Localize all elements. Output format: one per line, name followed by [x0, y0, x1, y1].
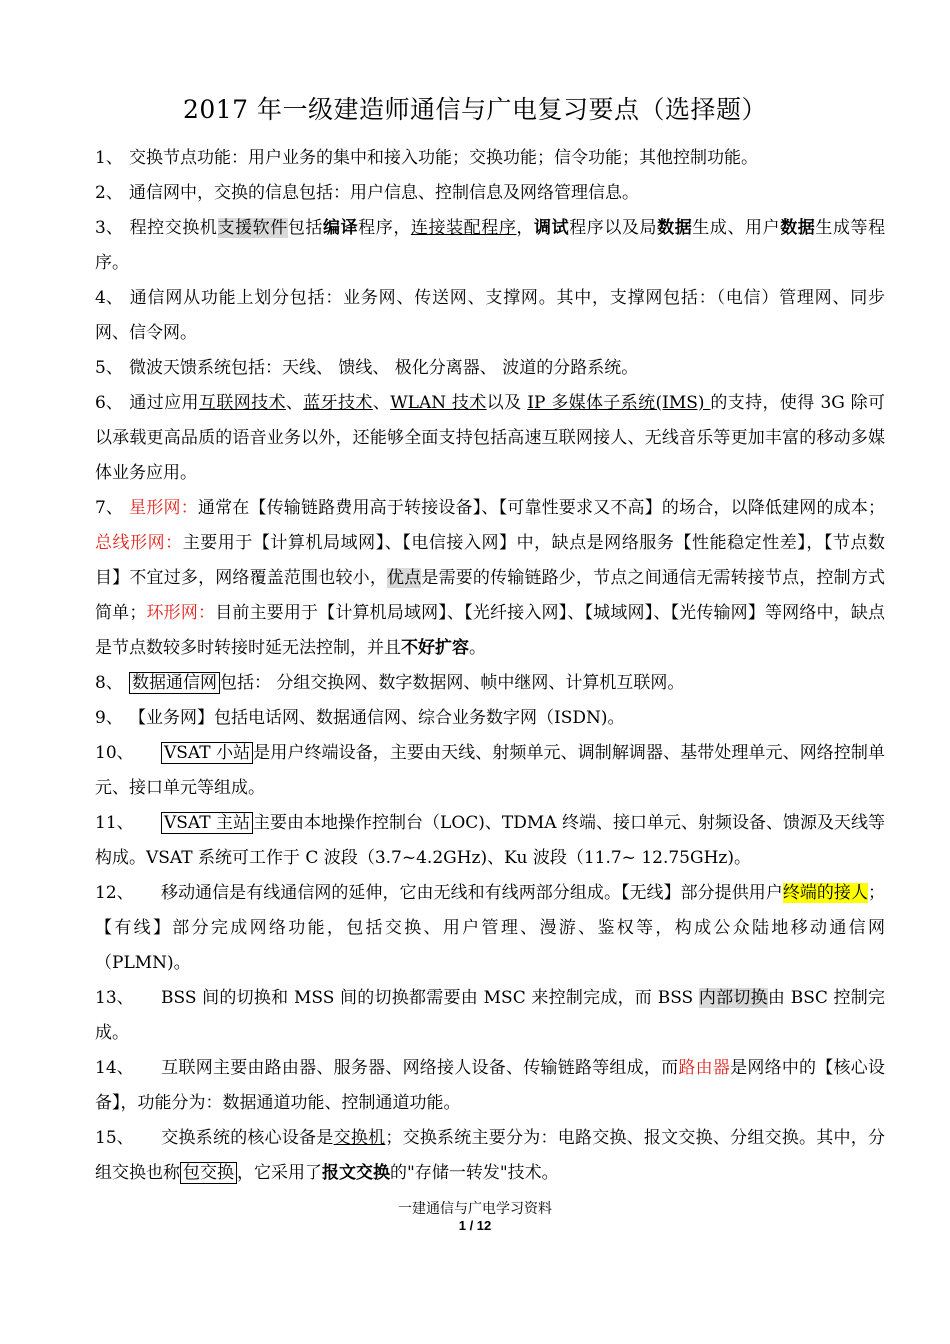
item-text: 交换节点功能：用户业务的集中和接入功能；交换功能；信令功能；其他控制功能。 [129, 148, 758, 168]
item-text: 、 [285, 393, 304, 413]
list-item [95, 806, 885, 876]
item-text: 是网络中的【核心设备】，功能分为：数据通道功能、控制通道功能。 [95, 1058, 886, 1113]
list-item [95, 876, 885, 981]
item-text: 数据 [780, 218, 816, 238]
item-text: 调试 [534, 218, 570, 238]
item-text: 的"存储一转发"技术。 [390, 1163, 559, 1183]
item-text: IP 多媒体子系统(IMS) [527, 393, 711, 413]
item-text: 互联网主要由路由器、服务器、网络接人设备、传输链路等组成，而 [161, 1058, 679, 1078]
item-text: 生成等程序。 [95, 218, 886, 273]
item-text: 。 [469, 638, 486, 658]
item-text: 蓝牙技术 [303, 393, 373, 413]
item-text: 环形网： [146, 603, 216, 623]
item-text: ，它采用了 [237, 1163, 322, 1183]
item-text: 编译 [323, 218, 359, 238]
item-text: 数据通信网 [129, 672, 220, 694]
list-item [95, 1121, 885, 1191]
item-text: 程控交换机 [129, 218, 218, 238]
item-text: 连接装配程序 [410, 218, 517, 238]
item-text: 总线形网： [95, 533, 183, 553]
item-text: 移动通信是有线通信网的延伸，它由无线和有线两部分组成。【无线】部分提供用户 [161, 883, 783, 903]
page-title: 2017 年一级建造师通信与广电复习要点（选择题） [182, 95, 768, 124]
item-text: 程序以及局 [569, 218, 658, 238]
item-text: 内部切换 [698, 988, 768, 1008]
item-text: 通常在【传输链路费用高于转接设备】、【可靠性要求又不高】的场合，以降低建网的成本； [197, 498, 885, 518]
item-text: ， [516, 218, 535, 238]
item-number: 10、 [95, 743, 134, 763]
item-text: VSAT 小站 [161, 742, 253, 764]
item-text: 【业务网】包括电话网、数据通信网、综合业务数字网（ISDN)。 [129, 708, 625, 728]
item-number: 1、 [95, 148, 123, 168]
item-number: 8、 [95, 673, 123, 693]
item-text: 目前主要用于【计算机局域网】、【光纤接入网】、【城域网】、【光传输网】等网络中，缺点是节点数较多时转接时延无法控制，并且 [95, 603, 886, 658]
list-item [95, 176, 885, 211]
item-number: 3、 [95, 218, 123, 238]
item-text: 包交换 [180, 1162, 237, 1184]
item-text: 主要由本地操作控制台（LOC)、TDMA 终端、接口单元、射频设备、馈源及天线等构成。VSAT 系统可工作于 C 波段（3.7~4.2GHz)、Ku 波段（11.7~ 12.75GHz)。 [95, 813, 886, 868]
item-text: 程序， [358, 218, 411, 238]
item-text: 报文交换 [322, 1163, 390, 1183]
item-text: 包括 [287, 218, 323, 238]
item-text: 主要用于【计算机局域网】、【电信接入网】中，缺点是网络服务【性能稳定性差】，【节点数目】不宜过多，网络覆盖范围也较小， [95, 533, 885, 588]
item-text: ；【有线】部分完成网络功能，包括交换、用户管理、漫游、鉴权等，构成公众陆地移动通信网（PLMN)。 [95, 883, 886, 973]
item-text: 交换系统的核心设备是 [161, 1128, 334, 1148]
item-number: 2、 [95, 183, 123, 203]
item-text: 包括： 分组交换网、数字数据网、帧中继网、计算机互联网。 [220, 673, 685, 693]
item-text: ；交换系统主要分为：电路交换、报文交换、分组交换。其中，分组交换也称 [95, 1128, 886, 1183]
item-text: 是用户终端设备，主要由天线、射频单元、调制解调器、基带处理单元、网络控制单元、接口单元等组成。 [95, 743, 886, 798]
item-number: 15、 [95, 1128, 134, 1148]
item-text: 不好扩容 [401, 638, 469, 658]
item-number: 7、 [95, 498, 123, 518]
item-list [95, 141, 885, 1191]
item-text: WLAN 技术 [390, 393, 487, 413]
item-text: 互联网技术 [198, 393, 286, 413]
item-number: 14、 [95, 1058, 134, 1078]
list-item [95, 491, 885, 666]
item-text: 星形网： [129, 498, 198, 518]
item-number: 11、 [95, 813, 134, 833]
item-text: 优点 [387, 568, 422, 588]
list-item [95, 386, 885, 491]
item-text: 通信网从功能上划分包括：业务网、传送网、支撑网。其中，支撑网包括：（电信）管理网、同步网、信令网。 [95, 288, 885, 343]
list-item [95, 666, 885, 701]
list-item [95, 1051, 885, 1121]
list-item [95, 351, 885, 386]
item-text: BSS 间的切换和 MSS 间的切换都需要由 MSC 来控制完成，而 BSS [161, 988, 699, 1008]
item-text: 生成、用户 [692, 218, 781, 238]
list-item [95, 281, 885, 351]
item-text: 交换机 [333, 1128, 386, 1148]
list-item [95, 736, 885, 806]
item-text: 通过应用 [129, 393, 199, 413]
item-text: 由 BSC 控制完成。 [95, 988, 885, 1043]
item-text: 支援软件 [217, 218, 288, 238]
item-text: 终端的接人 [782, 883, 869, 903]
item-text: 数据 [657, 218, 693, 238]
item-text: 微波天馈系统包括：天线、 馈线、 极化分离器、 波道的分路系统。 [129, 358, 639, 378]
item-number: 6、 [95, 393, 123, 413]
item-number: 4、 [95, 288, 123, 308]
item-text: 、 [372, 393, 391, 413]
item-text: 是需要的传输链路少，节点之间通信无需转接节点，控制方式简单； [95, 568, 886, 623]
item-number: 5、 [95, 358, 123, 378]
item-text: 路由器 [678, 1058, 731, 1078]
page-footer: 一建通信与广电学习资料 [398, 1201, 552, 1217]
page-number: 1 / 12 [458, 1218, 492, 1233]
item-text: 的支持，使得 3G 除可以承载更高品质的语音业务以外，还能够全面支持包括高速互联网接人、无线音乐等更加丰富的移动多媒体业务应用。 [95, 393, 886, 483]
item-number: 12、 [95, 883, 134, 903]
list-item [95, 981, 885, 1051]
item-number: 9、 [95, 708, 123, 728]
item-text: VSAT 主站 [161, 812, 253, 834]
list-item [95, 141, 885, 176]
list-item [95, 211, 885, 281]
list-item [95, 701, 885, 736]
item-text: 通信网中，交换的信息包括：用户信息、控制信息及网络管理信息。 [129, 183, 639, 203]
item-text: 以及 [486, 393, 528, 413]
item-number: 13、 [95, 988, 134, 1008]
